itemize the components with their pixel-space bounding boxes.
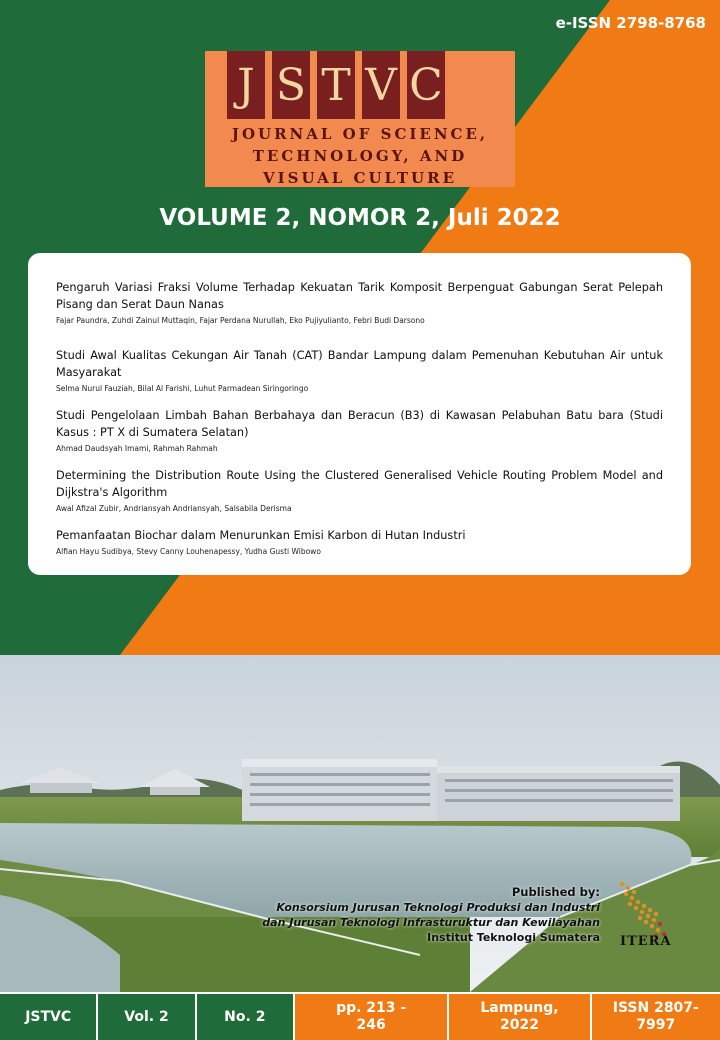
table-of-contents (28, 253, 691, 575)
logo-line-3: VISUAL CULTURE (263, 169, 457, 187)
article-title[interactable]: Determining the Distribution Route Using the Clustered Generalised Vehicle Routing Problem Model and Dijkstra's Algorithm (56, 469, 663, 499)
publisher-line-1: Konsorsium Jurusan Teknologi Produksi dan Industri (276, 901, 600, 914)
footer-volume: Vol. 2 (98, 992, 196, 1040)
footer-place-year: Lampung, 2022 (449, 992, 591, 1040)
article-authors: Alfian Hayu Sudibya, Stevy Canny Louhenapessy, Yudha Gusti Wibowo (56, 547, 321, 556)
article-title[interactable]: Pemanfaatan Biochar dalam Menurunkan Emisi Karbon di Hutan Industri (56, 529, 466, 542)
logo-letter-v: V (362, 51, 400, 119)
article-item[interactable] (56, 407, 663, 453)
article-title[interactable]: Pengaruh Variasi Fraksi Volume Terhadap Kekuatan Tarik Komposit Berpenguat Gabungan Serat Pelepah Pisang dan Serat Daun Nanas (56, 281, 663, 311)
article-title[interactable]: Studi Awal Kualitas Cekungan Air Tanah (CAT) Bandar Lampung dalam Pemenuhan Kebutuhan Air untuk Masyarakat (56, 349, 663, 379)
volume-heading: VOLUME 2, NOMOR 2, Juli 2022 (159, 205, 561, 231)
publisher-line-3: Institut Teknologi Sumatera (427, 931, 600, 944)
article-authors: Awal Afizal Zubir, Andriansyah Andriansyah, Salsabila Derisma (56, 504, 292, 513)
itera-logo-text: ITERA (620, 934, 672, 949)
eissn-label: e-ISSN 2798-8768 (555, 14, 706, 32)
footer-pages: pp. 213 - 246 (295, 992, 449, 1040)
journal-logo (205, 51, 515, 187)
logo-letters (227, 51, 445, 119)
logo-line-2: TECHNOLOGY, AND (252, 147, 468, 165)
article-item[interactable] (56, 347, 663, 393)
publisher-label: Published by: (511, 885, 600, 899)
logo-letter-j: J (227, 51, 265, 119)
logo-letter-c: C (407, 51, 445, 119)
article-authors: Selma Nurul Fauziah, Bilal Al Farishi, Luhut Parmadean Siringoringo (56, 384, 309, 393)
publisher-block (262, 885, 600, 945)
footer-number: No. 2 (197, 992, 295, 1040)
article-authors: Fajar Paundra, Zuhdi Zainul Muttaqin, Fajar Perdana Nurullah, Eko Pujiyulianto, Febri Budi Darsono (56, 316, 425, 325)
logo-line-1: JOURNAL OF SCIENCE, (231, 125, 489, 143)
footer-bar (0, 992, 720, 1040)
article-authors: Ahmad Daudsyah Imami, Rahmah Rahmah (56, 444, 218, 453)
publisher-line-2: dan Jurusan Teknologi Infrasturuktur dan Kewilayahan (262, 916, 600, 929)
article-item[interactable] (56, 279, 663, 325)
article-item[interactable] (56, 467, 663, 513)
logo-letter-t: T (317, 51, 355, 119)
logo-letter-s: S (272, 51, 310, 119)
footer-issn: ISSN 2807-7997 (592, 992, 720, 1040)
footer-journal: JSTVC (0, 992, 98, 1040)
article-item[interactable] (56, 527, 663, 556)
article-title[interactable]: Studi Pengelolaan Limbah Bahan Berbahaya dan Beracun (B3) di Kawasan Pelabuhan Batu bara (Studi Kasus : PT X di Sumatera Selatan) (56, 409, 663, 439)
